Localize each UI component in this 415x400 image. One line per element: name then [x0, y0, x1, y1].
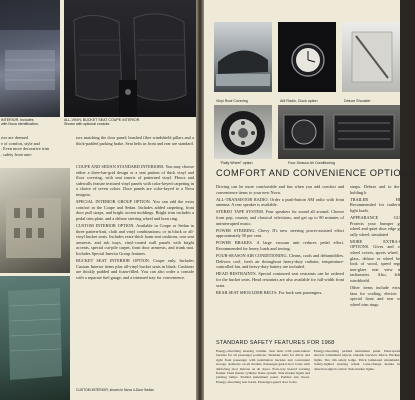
option-item: STEREO TAPE SYSTEM. Four speakers for sound all around. Choose from pop, country and classical selections, and get up to 80 minutes of uninterrupted music. [216, 209, 344, 226]
caption-bench-interior: INTERIOR. Includes with Nova identification. [1, 118, 39, 127]
left-page [0, 0, 196, 400]
deluxe-shoulder-belt-photo [342, 22, 400, 92]
options-column-1 [216, 184, 344, 297]
option-item: POWER STEERING. Chevy II's new steering power-assisted effort approximately 50 per cent. [216, 227, 344, 239]
option-item: ALL-TRANSISTOR RADIO. Order a push-button AM radio with front antenna. A rear speaker is available. [216, 196, 344, 208]
option-item: APPEARANCE GUARD. Protects your bumper guards, wheel and quiet door edge guards, rally wheel, simulated [350, 214, 410, 237]
caption-rally-wheel: "Rally Wheel" option [220, 161, 253, 165]
bucket-seat-interior-photo [64, 0, 196, 117]
options-column-2 [350, 184, 410, 334]
option-item: REAR SEAT SHOULDER BELTS. For back seat passengers. [216, 289, 323, 295]
bucket-seat-paragraph: BUCKET SEAT INTERIOR OPTION. Coupe only. Includes Custom Interior items plus all-vinyl bucket seats in black. Cushions are thickly padded and foam-filled. You can also order a console with a separate fuel gauge, and a trimmed tray for convenience. [76, 258, 194, 280]
options-title: COMFORT AND CONVENIENCE OPTIONS [216, 168, 415, 178]
special-interior-paragraph: SPECIAL INTERIOR GROUP OPTION. You can add the extra comfort in the Coupe and Sedan. Includes added carpeting, front door pull straps, and bright accent moldings. Bright trim includes a pedal trim plate, and a deluxe steering wheel and horn ring. [76, 199, 194, 221]
caption-vinyl-roof: Vinyl Roof Covering [216, 99, 248, 103]
safety-features-col1: Energy-absorbing steering column. Seat belts with push-button buckles for all passenger positions. Shoulder belts for driver and right front passenger with pushbutton buckles and convenient storage. Armrests on all models. Passenger-guard door locks with deflecting door buttons on all doors. Four-way hazard warning flasher. Dual master cylinder brake system. Side marker lights and parking lamps. Padded instrument panel. Padded sun visors. Energy-absorbing seat backs. Passenger-guard door locks. [216, 349, 310, 384]
safety-features-col2: Energy-absorbing padded instrument panel. Dual-speed electric windshield wipers. Outside rearview mirror. Backup lights. Tire rim safety ledge. Thick laminated windshield. Safety-lighted steering wheel. Lane-change feature in direction signal control. Side marker lights. [314, 349, 400, 371]
caption-am-radio: AM Radio, Clock option [280, 99, 318, 103]
option-item: straps. Deluxe and to the belt-holding h [350, 184, 410, 195]
interior-intro-text: tors matching the door panel; brushed fiber windshield pillars and a thick-padded parking brake. Seat belts in front and rear are standard. [76, 135, 194, 146]
options-intro: Driving can be more comfortable and fun when you add comfort and convenience items to your new Nova. [216, 184, 344, 195]
option-item: POWER BRAKES. A large vacuum unit reduces pedal effort. Recommended for heavy loads and towing. [216, 240, 344, 251]
air-conditioning-photo [278, 105, 400, 159]
option-item: HEAD RESTRAINTS. Special contoured seat restraints can be ordered for the bucket seats. Head restraints are also available for full-width front seats. [216, 271, 344, 288]
caption-bucket-interior: ALL-VINYL BUCKET SEAT COUPE INTERIOR. Shown with optional console. [64, 118, 141, 127]
option-item: Other items include extra-duty fans for cooling, electric locks; special front and rear wheels, wheel trim rings. [350, 285, 410, 307]
coupe-sedan-interior-text [76, 164, 194, 282]
option-item: FOUR-SEASON AIR CONDITIONING. Cleans, cools and dehumidifies. Delivers cool, fresh air throughout heavy-duty radiator, temperature-controlled fan, and heavy-duty battery are included. [216, 253, 344, 270]
custom-interior-paragraph: CUSTOM INTERIOR OPTION. Available in Coupe or Sedan in three pattern-knit, cloth and vinyl combinations; or in black or all-vinyl bucket seats. Includes extra-thick foam seat cushions, rear seat armrests, and ash trays, vinyl-coated wall panels with bright accents, special cut-pile carpet, front door armrests, and trunk mat. Includes Special Interior Group features. [76, 222, 194, 256]
interior-detail-photo-upper [0, 168, 70, 273]
safety-features-title: STANDARD SAFETY FEATURES FOR 1968 [216, 340, 335, 346]
right-page [204, 0, 415, 400]
page-gutter [196, 0, 204, 400]
am-radio-clock-photo [278, 22, 336, 92]
option-item: MORE EXTRA-COST OPTIONS. Gives and custom wheel covers, sports wheel, tinted glass, deluxe or wheel belts, a look of wood, speed regulator, non-glare rear view mirror, tachometer. Also, left-hand windshield. [350, 238, 410, 283]
coupe-sedan-paragraph: COUPE AND SEDAN STANDARD INTERIORS. You may choose either a three-bar-grid design or a seat pattern of thick vinyl and floor covering, with seat inserts of patterned vinyl. Floors and sidewalls feature textured vinyl panels with color-keyed carpeting in a choice of seven colors. Door panels are color-keyed to a Nova insignia. [76, 164, 194, 197]
vinyl-roof-photo [214, 22, 272, 92]
left-column-top-text: rior are deemed e of comfort, style and . Even more decorative trim , safety front arm- [1, 135, 50, 157]
interior-detail-photo-lower [0, 276, 70, 400]
rally-wheel-photo [214, 105, 272, 159]
bench-seat-interior-photo [0, 0, 60, 117]
custom-interior-label: CUSTOM INTERIOR, shown in Nova 4-Door Sedan [76, 388, 154, 392]
caption-deluxe-shoulder: Deluxe Shoulder [344, 99, 371, 103]
caption-air-conditioning: Four-Season Air Conditioning [288, 161, 335, 165]
option-item: TRAILER HITCH. Recommended for trailering of light loads. [350, 196, 410, 213]
